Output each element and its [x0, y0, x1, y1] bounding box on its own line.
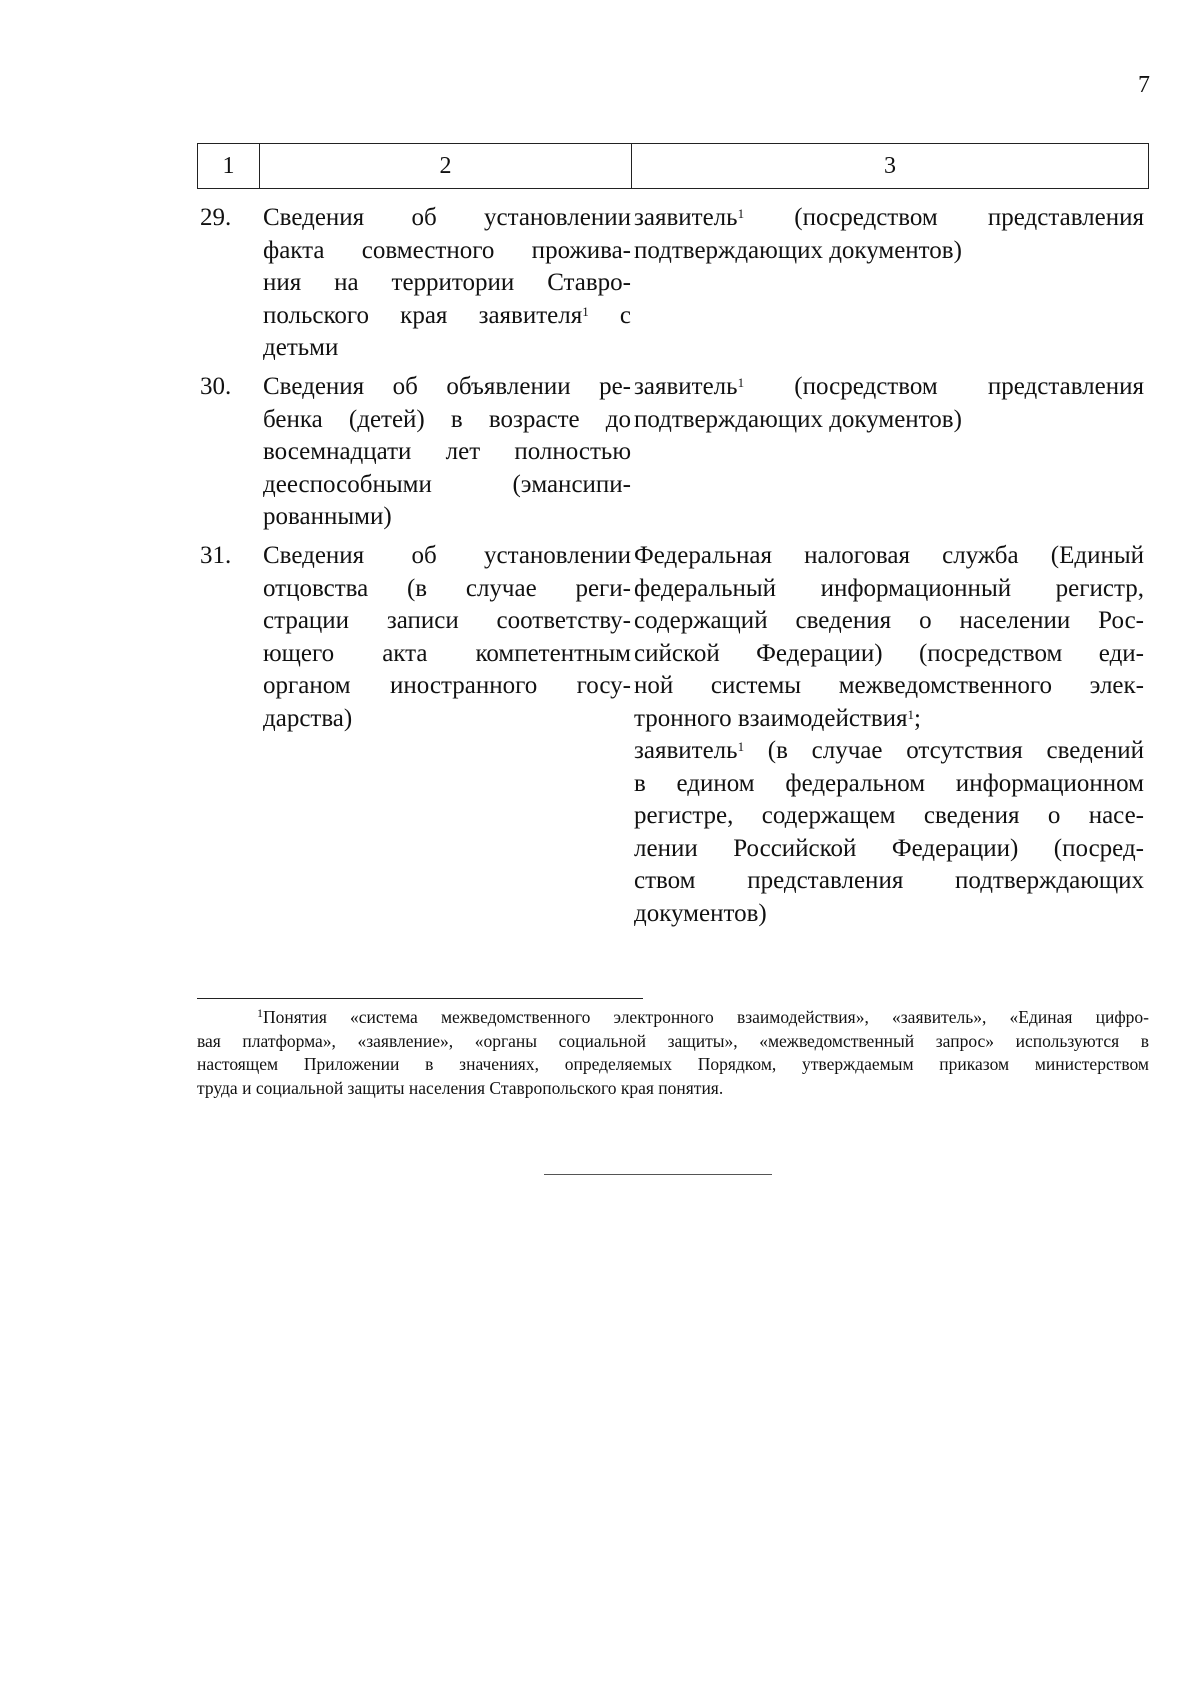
footnote-ref: 1	[737, 206, 745, 221]
footnote-separator	[197, 998, 643, 999]
end-of-document-rule	[544, 1174, 772, 1175]
table-header	[197, 143, 1149, 189]
header-col-1: 1	[198, 144, 260, 188]
footnote-ref: 1	[737, 739, 745, 754]
row-description: Сведения об установлении отцовства (в случае реги- страции записи соответству- ющего акта компетентным органом иностранного госу- дарства)	[263, 542, 631, 732]
table-row	[197, 202, 1149, 365]
footnote-marker: 1	[257, 1006, 263, 1020]
row-description: Сведения об установлении факта совместного прожива- ния на территории Ставро- польского края заявителя$^1$ с детьми	[263, 204, 631, 361]
header-col-3: 3	[884, 152, 896, 179]
row-number: 29.	[200, 204, 232, 231]
row-number: 30.	[200, 373, 232, 400]
footnote: $^1$Понятия «система межведомственного электронного взаимодействия», «заявитель», «Единая цифро- вая платформа», «заявление», «органы социальной защиты», «межведомственный запрос» используются в настоящем Приложении в значениях, определяемых Порядком, утверждаемым приказом министерством труда и социальной защиты населения Ставропольского края понятия.	[197, 1006, 1149, 1098]
row-description: Сведения об объявлении ре- бенка (детей) в возрасте до восемнадцати лет полностью дееспособными (эмансипи- рованными)	[263, 373, 631, 530]
table-row	[197, 371, 1149, 534]
row-source: Федеральная налоговая служба (Единый федеральный информационный регистр, содержащий сведения о населении Рос- сийской Федерации) (посредством еди- ной системы межведомственного элек- тронного взаимодействия$^1$; заявитель$^1$ (в случае отсутствия сведений в едином федеральном информационном регистре, содержащем сведения о насе- лении Российской Федерации) (посред- ством представления подтверждающих документов)	[634, 542, 1144, 927]
row-number: 31.	[200, 542, 232, 569]
footnote-ref: 1	[907, 706, 915, 722]
footnote-ref: 1	[737, 375, 745, 390]
row-source: заявитель$^1$ (посредством представления подтверждающих документов)	[634, 204, 1144, 264]
row-source: заявитель$^1$ (посредством представления подтверждающих документов)	[634, 373, 1144, 433]
footnote-ref: 1	[582, 303, 589, 319]
table-row	[197, 540, 1149, 930]
header-col-2: 2	[260, 144, 632, 188]
page-number: 7	[1138, 72, 1150, 98]
